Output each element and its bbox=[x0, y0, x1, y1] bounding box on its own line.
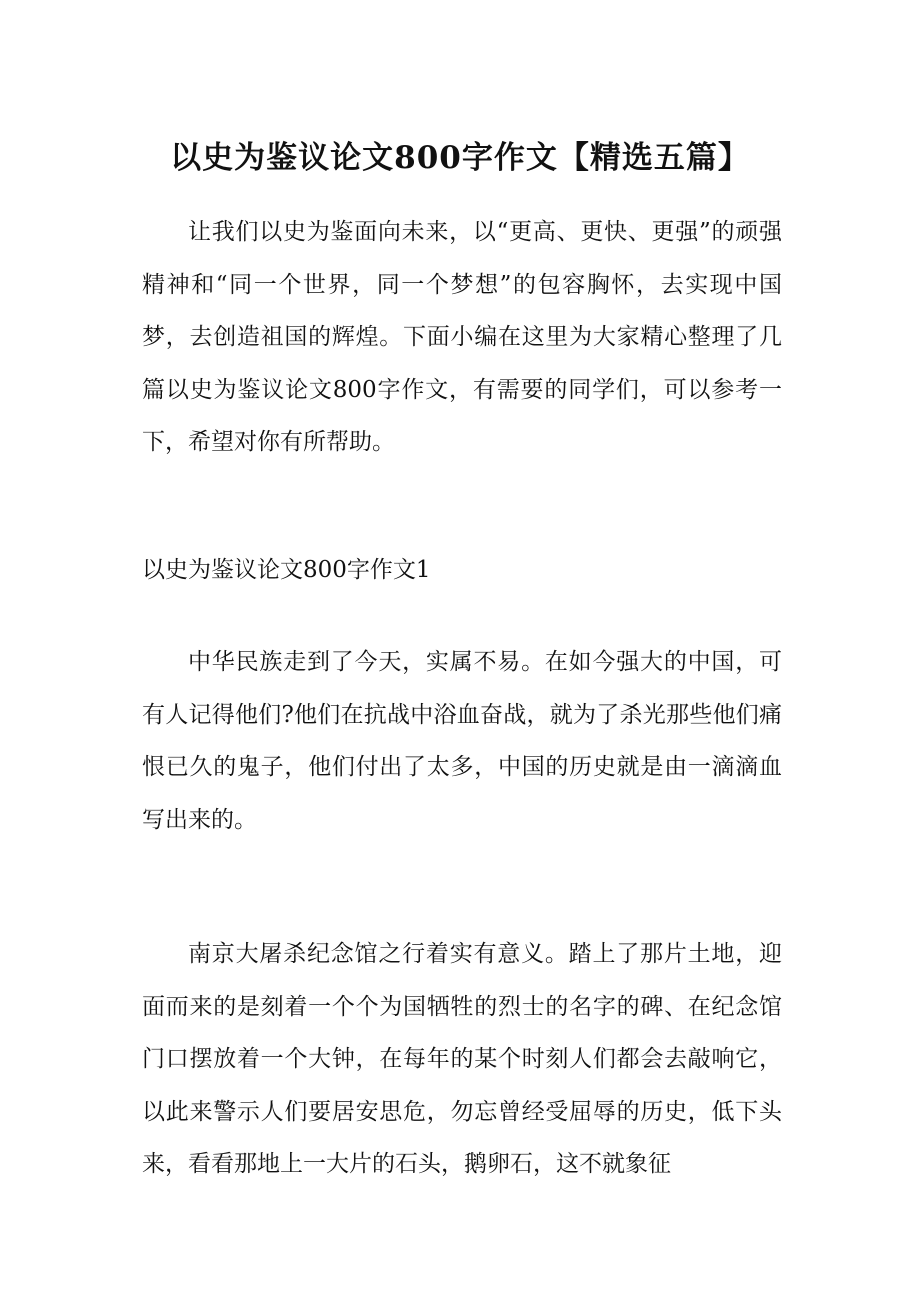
intro-paragraph: 让我们以史为鉴面向未来，以“更高、更快、更强”的顽强精神和“同一个世界，同一个梦想”的包容胸怀，去实现中国梦，去创造祖国的辉煌。下面小编在这里为大家精心整理了几篇以史为鉴议论文800字作文，有需要的同学们，可以参考一下，希望对你有所帮助。 bbox=[142, 219, 782, 455]
section-heading: 以史为鉴议论文800字作文1 bbox=[142, 557, 431, 583]
body-paragraph-2: 南京大屠杀纪念馆之行着实有意义。踏上了那片土地，迎面而来的是刻着一个个为国牺牲的烈士的名字的碑、在纪念馆门口摆放着一个大钟，在每年的某个时刻人们都会去敲响它，以此来警示人们要居安思危，勿忘曾经受屈辱的历史，低下头来，看看那地上一大片的石头，鹅卵石，这不就象征 bbox=[142, 941, 782, 1177]
document-title: 以史为鉴议论文800字作文【精选五篇】 bbox=[170, 139, 750, 176]
body-paragraph-1: 中华民族走到了今天，实属不易。在如今强大的中国，可有人记得他们?他们在抗战中浴血奋战，就为了杀光那些他们痛恨已久的鬼子，他们付出了太多，中国的历史就是由一滴滴血写出来的。 bbox=[142, 649, 782, 833]
